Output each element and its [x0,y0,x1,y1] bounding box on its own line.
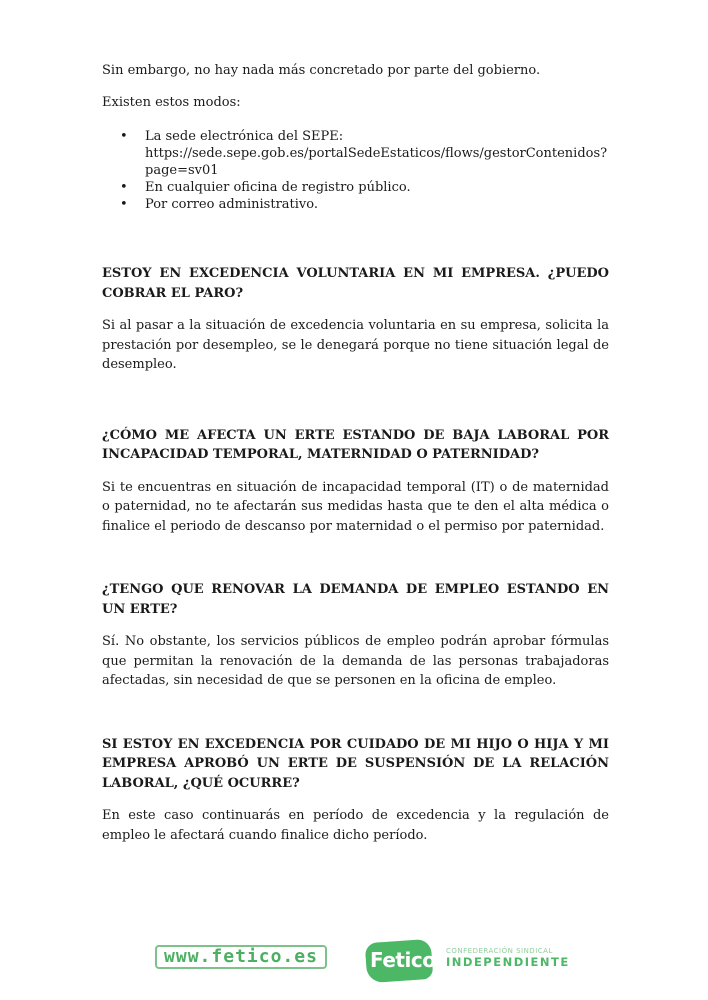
list-item-label: La sede electrónica del SEPE: [145,129,344,144]
intro-paragraph: Sin embargo, no hay nada más concretado por parte del gobierno. [102,63,541,78]
bullet-icon: • [120,180,128,195]
faq-section [102,264,609,375]
intro-modes-paragraph: Existen estos modos: [102,94,241,110]
page-footer [0,935,708,985]
list-item [102,196,609,213]
independent-label: INDEPENDIENTE [446,955,570,969]
section-body: Si te encuentras en situación de incapacidad temporal (IT) o de maternidad o paternidad, no te afectarán sus medidas hasta que te den el alta médica o finalice el periodo de descanso por maternidad o el permiso por paternidad. [102,479,609,534]
list-item [102,128,609,179]
sepe-url-link[interactable]: https://sede.sepe.gob.es/portalSedeEstaticos/flows/gestorContenidos?page=sv01 [145,146,608,178]
bullet-icon: • [120,129,128,144]
logo-text: Fetico [370,948,436,972]
section-body: Sí. No obstante, los servicios públicos de empleo podrán aprobar fórmulas que permitan la renovación de la demanda de las personas trabajadoras afectadas, sin necesidad de que se personen en la oficina de empleo. [102,634,609,688]
section-heading: SI ESTOY EN EXCEDENCIA POR CUIDADO DE MI HIJO O HIJA Y MI EMPRESA APROBÓ UN ERTE DE SUSPENSIÓN DE LA RELACIÓN LABORAL, ¿QUÉ OCURRE? [102,736,609,791]
list-item-label: En cualquier oficina de registro público. [145,180,411,195]
section-body: En este caso continuarás en período de excedencia y la regulación de empleo le afectará cuando finalice dicho período. [102,808,609,843]
section-heading: ESTOY EN EXCEDENCIA VOLUNTARIA EN MI EMPRESA. ¿PUEDO COBRAR EL PARO? [102,266,609,301]
section-heading: ¿TENGO QUE RENOVAR LA DEMANDA DE EMPLEO ESTANDO EN UN ERTE? [102,582,609,617]
faq-section [102,735,609,846]
list-item-label: Por correo administrativo. [145,197,318,212]
website-link[interactable]: www.fetico.es [155,945,327,969]
modes-list [102,128,609,213]
faq-section [102,426,609,537]
bullet-icon: • [120,197,128,212]
list-item [102,179,609,196]
confederation-label: CONFEDERACIÓN SINDICAL [446,947,553,955]
faq-section [102,580,609,691]
section-body: Si al pasar a la situación de excedencia voluntaria en su empresa, solicita la prestación por desempleo, se le denegará porque no tiene situación legal de desempleo. [102,318,609,372]
section-heading: ¿CÓMO ME AFECTA UN ERTE ESTANDO DE BAJA LABORAL POR INCAPACIDAD TEMPORAL, MATERNIDAD O PATERNIDAD? [102,427,609,462]
document-page [102,58,609,845]
